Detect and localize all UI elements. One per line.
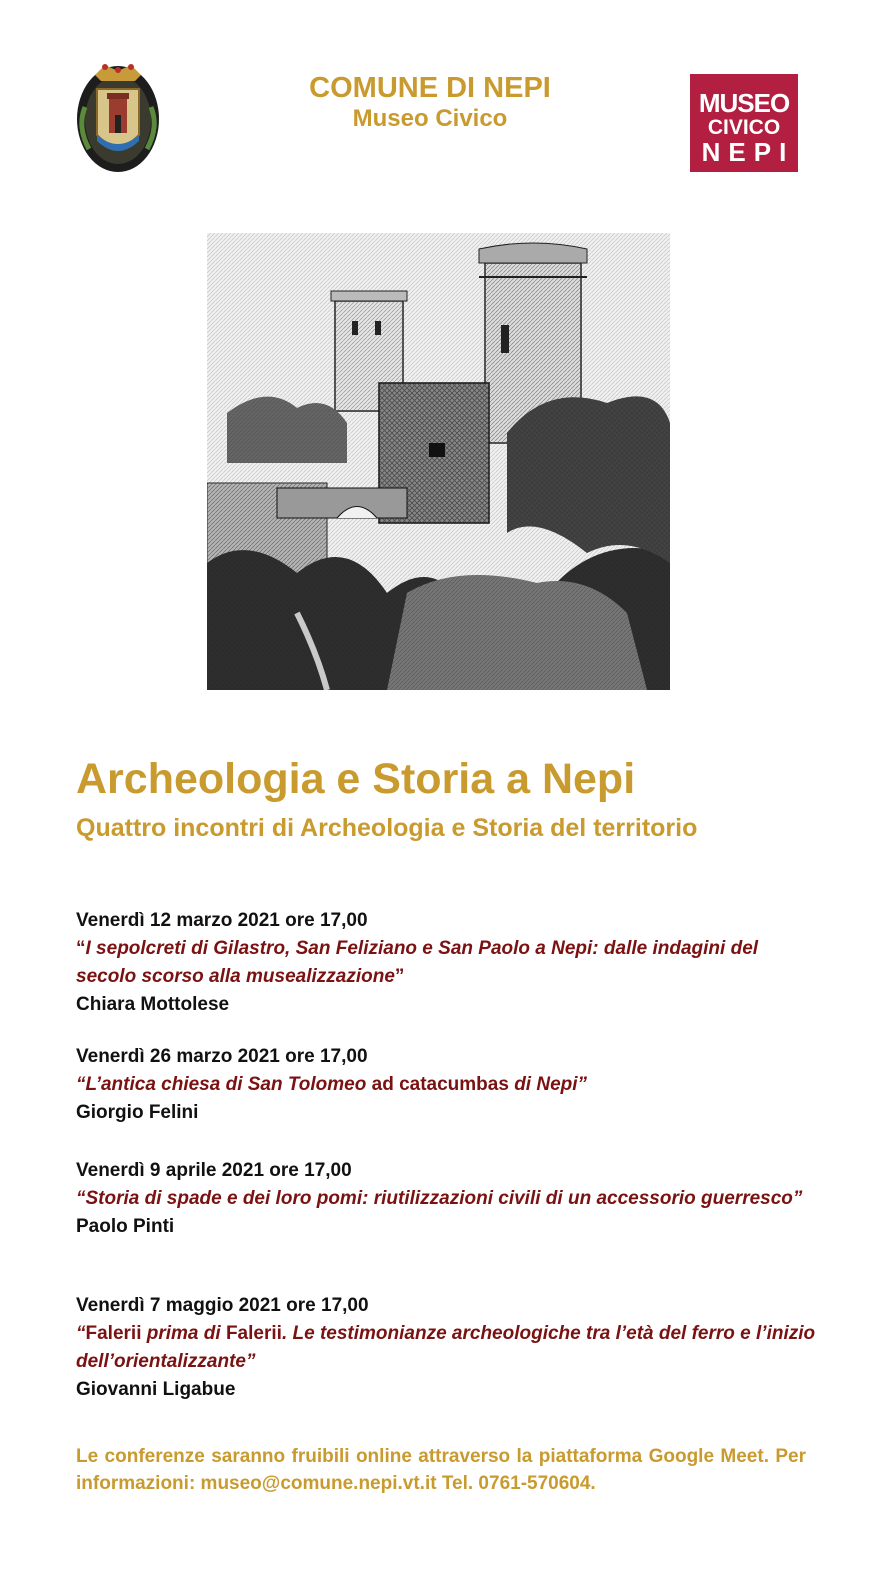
event-date: Venerdì 12 marzo 2021 ore 17,00: [76, 910, 368, 931]
crest-icon: [75, 57, 161, 173]
event-talk-title: [76, 935, 816, 991]
event-speaker: Paolo Pinti: [76, 1216, 175, 1237]
event-talk-title: [76, 1320, 816, 1376]
event-talk-title: [76, 1071, 816, 1099]
museum-logo: [690, 74, 798, 172]
event-speaker: Chiara Mottolese: [76, 994, 230, 1015]
talk-text: di Nepi”: [514, 1074, 588, 1095]
talk-text: I sepolcreti di Gilastro, San Feliziano e San Paolo a Nepi: dalle indagini del secolo scorso alla musealizzazione: [76, 938, 759, 987]
talk-text-upright: ad catacumbas: [366, 1074, 515, 1095]
event-date: Venerdì 26 marzo 2021 ore 17,00: [76, 1046, 368, 1067]
event-date: Venerdì 7 maggio 2021 ore 17,00: [76, 1295, 369, 1316]
talk-text: prima di: [141, 1323, 226, 1344]
talk-open-quote: “: [76, 1323, 86, 1344]
event-speaker: Giorgio Felini: [76, 1102, 199, 1123]
event-date: Venerdì 9 aprile 2021 ore 17,00: [76, 1160, 352, 1181]
municipality-title: COMUNE DI NEPI: [309, 72, 551, 104]
talk-text: . Le testimonianze archeologiche tra l’età del ferro e l’inizio dell’orientalizzante”: [76, 1323, 816, 1372]
footer-info: Le conferenze saranno fruibili online attraverso la piattaforma Google Meet. Per informazioni: museo@comune.nepi.vt.it Tel. 0761-570604.: [76, 1446, 806, 1494]
logo-line-3: NEPI: [701, 137, 795, 167]
talk-text: “Storia di spade e dei loro pomi: riutilizzazioni civili di un accessorio guerresco”: [76, 1188, 803, 1209]
talk-open-quote: “: [76, 938, 86, 959]
castle-engraving-image: [207, 233, 670, 690]
talk-close-quote: ”: [394, 966, 405, 987]
logo-line-1: MUSEO: [698, 88, 790, 118]
header-title-block: [180, 70, 680, 132]
event-item: [76, 907, 816, 1019]
event-item: [76, 1292, 816, 1404]
page-subtitle: Quattro incontri di Archeologia e Storia del territorio: [76, 814, 698, 842]
event-talk-title: [76, 1185, 816, 1213]
event-speaker: Giovanni Ligabue: [76, 1379, 236, 1400]
talk-text-upright: Falerii: [225, 1323, 282, 1344]
logo-line-2: CIVICO: [707, 116, 781, 139]
event-item: [76, 1157, 816, 1241]
talk-text-upright: Falerii: [85, 1323, 142, 1344]
event-item: [76, 1043, 816, 1127]
museum-subtitle: Museo Civico: [352, 105, 508, 132]
talk-text: “L’antica chiesa di San Tolomeo: [76, 1074, 367, 1095]
page-title: Archeologia e Storia a Nepi: [76, 755, 636, 803]
